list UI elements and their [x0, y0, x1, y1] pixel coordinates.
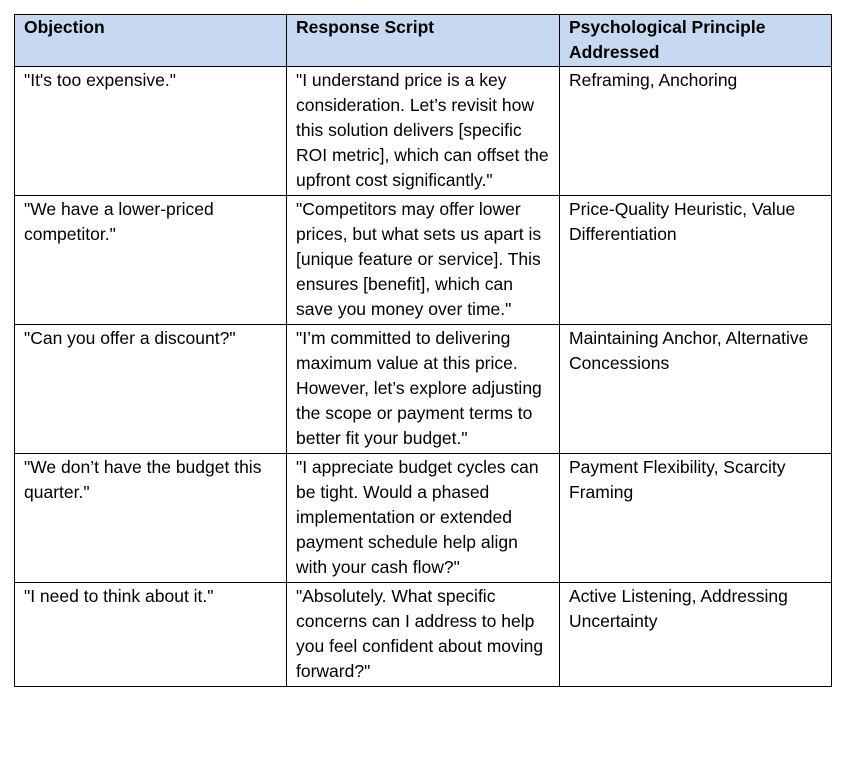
header-psychological-principle: Psychological Principle Addressed: [560, 15, 832, 67]
principle-cell: Price-Quality Heuristic, Value Differentiation: [560, 196, 832, 325]
response-script-cell: "I understand price is a key consideration. Let’s revisit how this solution delivers [specific ROI metric], which can offset the upfront cost significantly.": [287, 67, 560, 196]
table-row: [15, 67, 832, 196]
table-row: [15, 454, 832, 583]
table-header-row: [15, 15, 832, 67]
objection-cell: "I need to think about it.": [15, 583, 287, 687]
response-script-cell: "I’m committed to delivering maximum value at this price. However, let’s explore adjusting the scope or payment terms to better fit your budget.": [287, 325, 560, 454]
objection-cell: "Can you offer a discount?": [15, 325, 287, 454]
response-script-cell: "Absolutely. What specific concerns can I address to help you feel confident about moving forward?": [287, 583, 560, 687]
response-script-cell: "I appreciate budget cycles can be tight. Would a phased implementation or extended payment schedule help align with your cash flow?": [287, 454, 560, 583]
principle-cell: Payment Flexibility, Scarcity Framing: [560, 454, 832, 583]
table-row: [15, 196, 832, 325]
header-response-script: Response Script: [287, 15, 560, 67]
principle-cell: Active Listening, Addressing Uncertainty: [560, 583, 832, 687]
table-row: [15, 325, 832, 454]
objection-cell: "It's too expensive.": [15, 67, 287, 196]
principle-cell: Reframing, Anchoring: [560, 67, 832, 196]
header-objection: Objection: [15, 15, 287, 67]
objection-cell: "We don’t have the budget this quarter.": [15, 454, 287, 583]
principle-cell: Maintaining Anchor, Alternative Concessions: [560, 325, 832, 454]
objection-cell: "We have a lower-priced competitor.": [15, 196, 287, 325]
response-script-cell: "Competitors may offer lower prices, but what sets us apart is [unique feature or service]. This ensures [benefit], which can save you money over time.": [287, 196, 560, 325]
table-row: [15, 583, 832, 687]
objection-handling-table: [14, 14, 832, 687]
